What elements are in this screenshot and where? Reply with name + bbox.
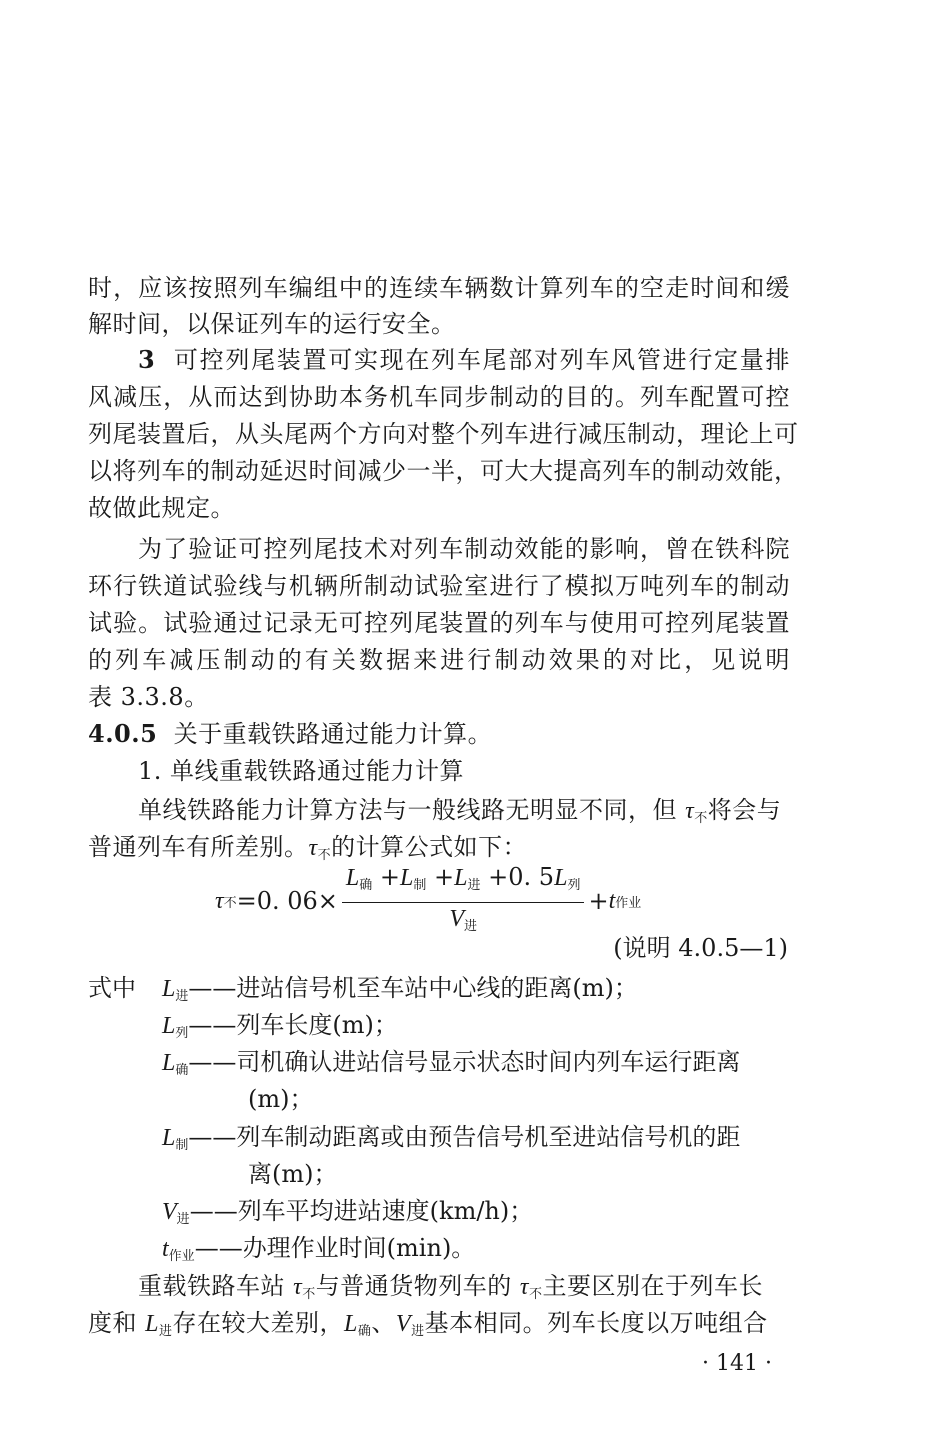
paragraph-line <box>138 342 790 378</box>
formula-text: + <box>588 887 609 915</box>
var: L <box>344 1311 358 1337</box>
subscript: 进 <box>175 989 189 1004</box>
text: 将会与 <box>707 796 782 824</box>
formula <box>215 862 642 934</box>
subscript: 制 <box>175 1138 189 1153</box>
var: V <box>395 1311 412 1337</box>
paragraph-line <box>88 568 790 604</box>
text: 风减压，从而达到协助本务机车同步制动的目的。列车配置可控 <box>88 383 790 411</box>
tau-symbol: τ <box>685 798 695 824</box>
subscript: 确 <box>359 877 373 893</box>
subscript: 不 <box>528 1287 543 1302</box>
text: 、 <box>371 1309 396 1337</box>
paragraph-line <box>88 1305 790 1350</box>
var: L <box>145 1311 159 1337</box>
text: 办理作业时间(min)。 <box>242 1234 476 1262</box>
text: 时，应该按照列车编组中的连续车辆数计算列车的空走时间和缓 <box>88 274 790 302</box>
text: 故做此规定。 <box>88 494 235 522</box>
fraction <box>342 861 585 942</box>
subscript: 作业 <box>615 895 642 911</box>
var: V <box>449 905 464 932</box>
dash: —— <box>188 974 237 1002</box>
item-number: 3 <box>138 345 156 374</box>
section-title: 关于重载铁路通过能力计算。 <box>173 720 493 748</box>
text: 度和 <box>88 1309 146 1337</box>
tau-symbol: τ <box>308 835 318 861</box>
text: 基本相同。列车长度以万吨组合 <box>424 1309 768 1337</box>
paragraph-line <box>88 306 790 342</box>
subscript: 不 <box>317 848 332 863</box>
subscript: 进 <box>464 918 478 934</box>
text: 环行铁道试验线与机辆所制动试验室进行了模拟万吨列车的制动 <box>88 572 790 600</box>
text: 解时间，以保证列车的运行安全。 <box>88 310 456 338</box>
text: 列车长度(m)； <box>236 1011 398 1039</box>
dash: —— <box>188 1048 237 1076</box>
text: 试验。试验通过记录无可控列尾装置的列车与使用可控列尾装置 <box>88 609 790 637</box>
dash: —— <box>189 1197 238 1225</box>
text: 重载铁路车站 <box>138 1272 294 1300</box>
section-number: 4.0.5 <box>88 719 158 748</box>
var: L <box>162 1013 176 1039</box>
text: 为了验证可控列尾技术对列车制动效能的影响，曾在铁科院 <box>138 535 790 563</box>
subscript: 进 <box>159 1324 173 1339</box>
text: 表 3.3.8。 <box>88 683 209 711</box>
text: 存在较大差别， <box>172 1309 345 1337</box>
subscript: 列 <box>567 877 581 893</box>
subscript: 列 <box>175 1026 189 1041</box>
definition-label: 式中 <box>88 974 136 1002</box>
text: 列尾装置后，从头尾两个方向对整个列车进行减压制动，理论上可 <box>88 420 799 448</box>
var: L <box>345 864 360 891</box>
subscript: 不 <box>223 895 237 911</box>
text: 可控列尾装置可实现在列车尾部对列车风管进行定量排 <box>173 346 790 374</box>
var: L <box>400 864 414 891</box>
dash: —— <box>188 1123 237 1151</box>
var: L <box>162 1125 176 1151</box>
dash: —— <box>194 1234 243 1262</box>
subscript: 进 <box>467 877 481 893</box>
text: 司机确认进站信号显示状态时间内列车运行距离 <box>236 1048 741 1076</box>
text: 列车平均进站速度(km/h)； <box>237 1197 534 1225</box>
var: t <box>608 887 616 914</box>
paragraph-line <box>88 416 799 452</box>
text: 的计算公式如下： <box>331 833 528 861</box>
var: L <box>454 864 468 891</box>
var: V <box>162 1199 177 1225</box>
text: 普通列车有所差别。 <box>88 833 309 861</box>
subscript: 不 <box>694 811 708 826</box>
var: L <box>162 1050 176 1076</box>
text: 1. 单线重载铁路通过能力计算 <box>138 757 465 785</box>
paragraph-line <box>88 490 790 526</box>
section-heading <box>88 716 790 752</box>
text: 单线铁路能力计算方法与一般线路无明显不同，但 <box>138 796 686 824</box>
subscript: 制 <box>413 877 427 893</box>
subscript: 作业 <box>168 1249 195 1264</box>
text: 进站信号机至车站中心线的距离(m)； <box>236 974 638 1002</box>
text: 的列车减压制动的有关数据来进行制动效果的对比，见说明 <box>88 646 790 674</box>
paragraph-line <box>88 379 790 415</box>
var: L <box>162 976 176 1002</box>
subscript: 不 <box>302 1287 316 1302</box>
subheading <box>138 753 790 789</box>
dash: —— <box>188 1011 237 1039</box>
paragraph-line <box>88 642 790 678</box>
text: 以将列车的制动延迟时间减少一半，可大大提高列车的制动效能， <box>88 457 799 485</box>
subscript: 进 <box>176 1212 190 1227</box>
page-number: · 141 · <box>702 1351 772 1376</box>
subscript: 确 <box>175 1063 189 1078</box>
equation-number: (说明 4.0.5—1) <box>613 934 788 962</box>
paragraph-line <box>88 605 790 641</box>
formula-text: + <box>426 862 455 891</box>
var: L <box>554 864 568 891</box>
formula-text: +0. 5 <box>480 862 555 891</box>
text: 列车制动距离或由预告信号机至进站信号机的距 <box>236 1123 741 1151</box>
definition-continuation: (m)； <box>248 1085 314 1113</box>
paragraph-line <box>88 679 790 715</box>
subscript: 确 <box>357 1324 372 1339</box>
text: 与普通货物列车的 <box>315 1272 520 1300</box>
subscript: 进 <box>411 1324 425 1339</box>
denominator <box>449 903 477 942</box>
paragraph-line <box>88 453 799 489</box>
paragraph-line <box>138 531 790 567</box>
tau-symbol: τ <box>215 887 224 914</box>
definition-continuation: 离(m)； <box>248 1160 338 1188</box>
numerator <box>342 861 585 903</box>
tau-symbol: τ <box>519 1274 529 1300</box>
text: 主要区别在于列车长 <box>542 1272 763 1300</box>
var: t <box>162 1236 169 1262</box>
formula-text: + <box>372 862 401 891</box>
paragraph-line <box>88 270 790 306</box>
formula-text: =0. 06× <box>236 887 338 915</box>
tau-symbol: τ <box>293 1274 303 1300</box>
